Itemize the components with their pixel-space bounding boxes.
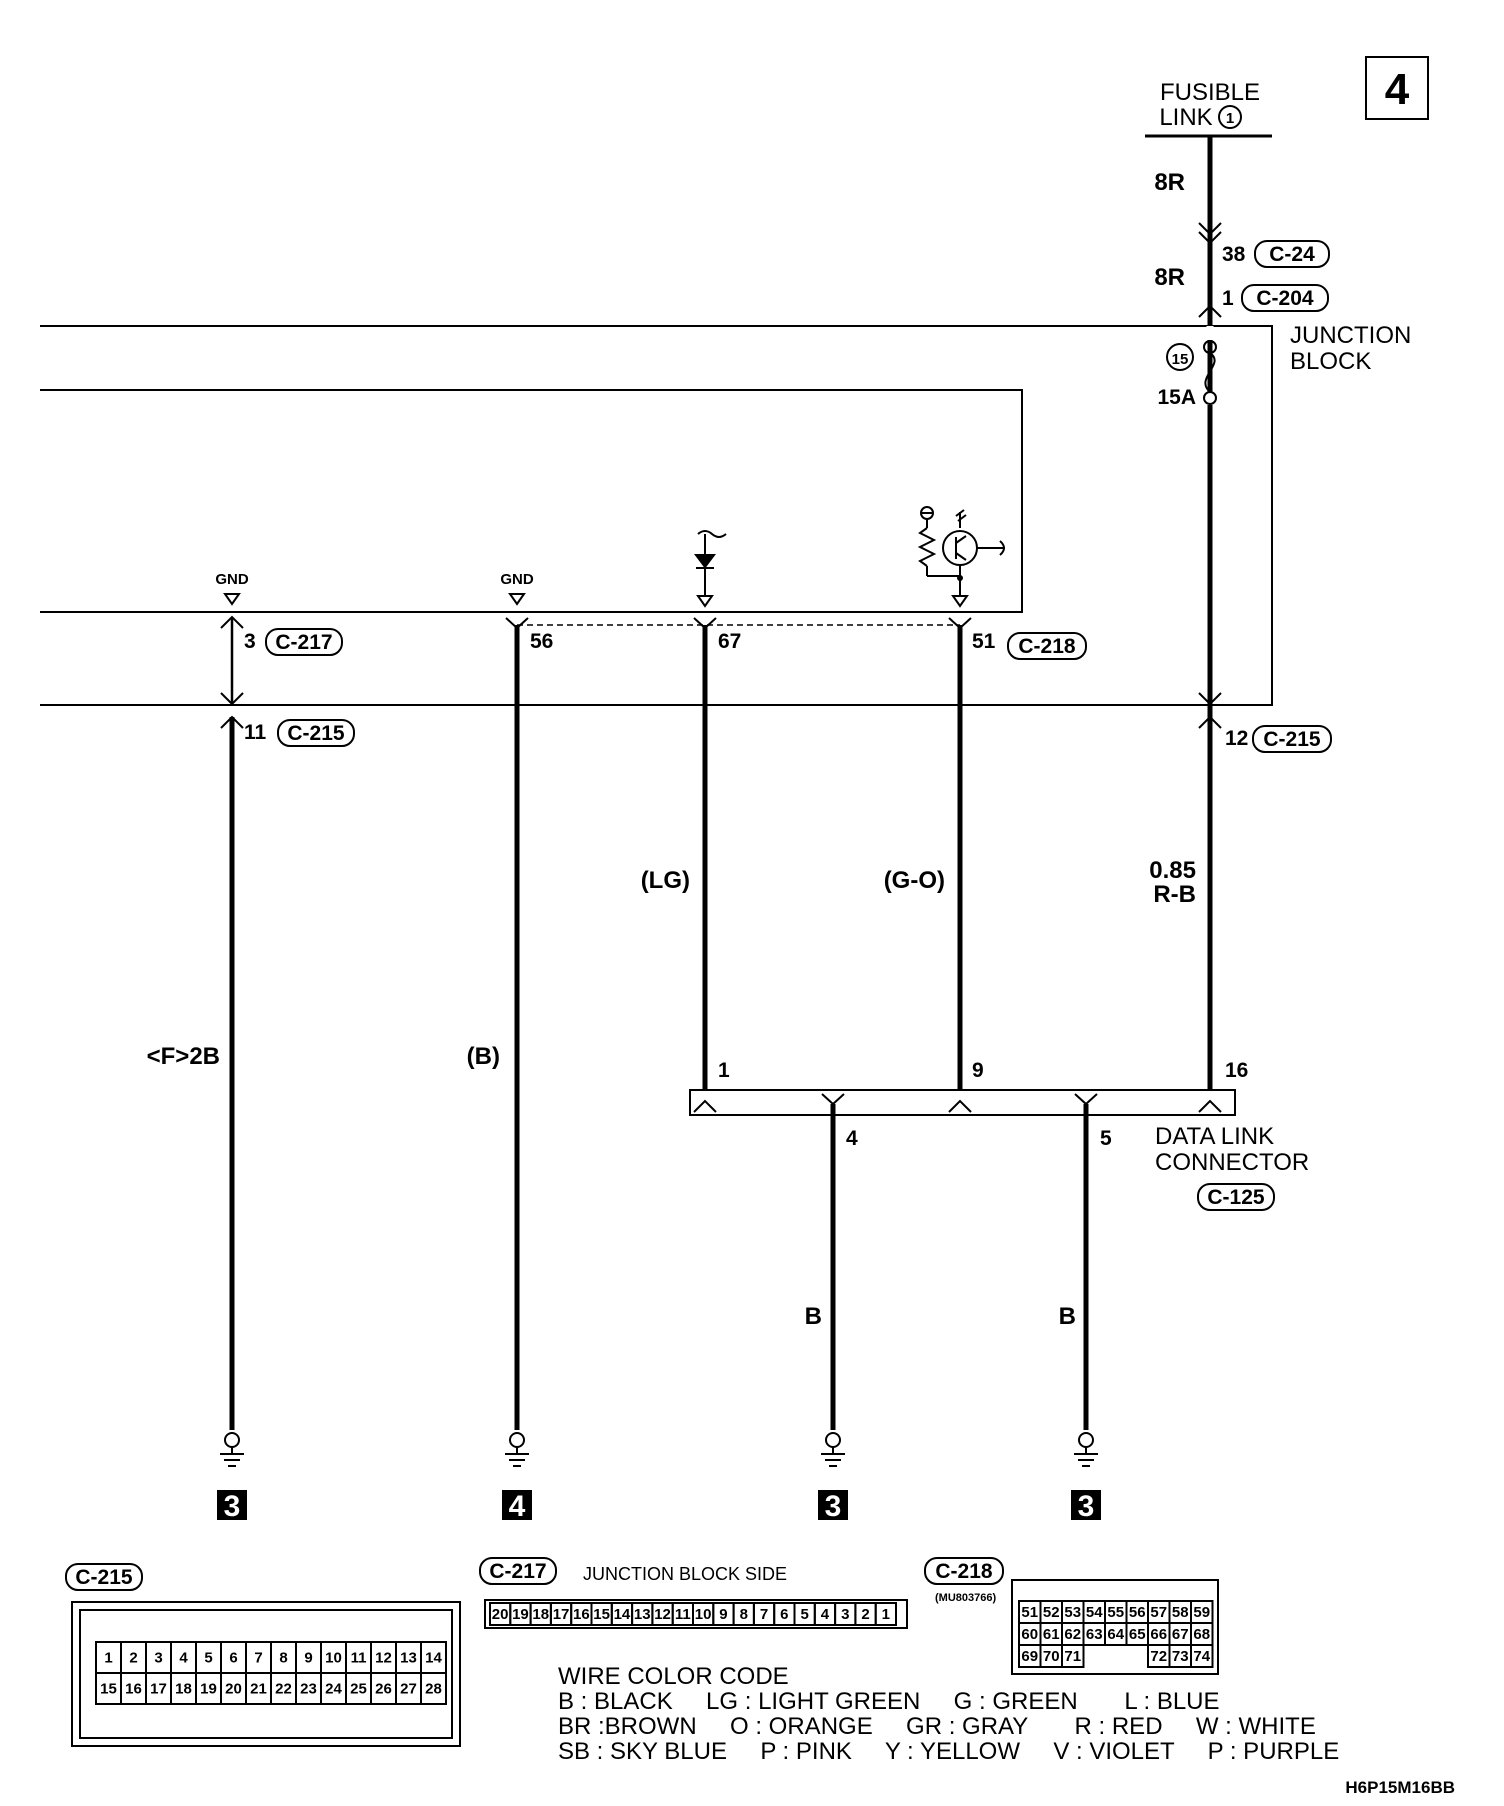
c215-pin-5-label: 5 [204, 1649, 213, 1667]
c217-pin-6-label: 6 [780, 1606, 789, 1623]
c217-pin-11-label: 11 [674, 1606, 691, 1623]
top-wire-conn-upper: C-24 [1269, 243, 1315, 266]
pin12-connector: C-215 [1263, 728, 1321, 751]
c215-pin-11-label: 11 [350, 1649, 367, 1667]
c218-pin-67-label: 67 [1171, 1626, 1189, 1643]
wire-color-code-title: WIRE COLOR CODE [558, 1663, 789, 1690]
wire-ground-b-label: B [1058, 1303, 1076, 1330]
wire-color-code-line1: B : BLACK LG : LIGHT GREEN G : GREEN L : BLUE [558, 1688, 1220, 1715]
top-wire-color-upper: 8R [1154, 169, 1185, 196]
c218-pin-62-label: 62 [1064, 1626, 1082, 1643]
c215-pin-23-label: 23 [300, 1680, 317, 1698]
c215-pin-3-label: 3 [154, 1649, 163, 1667]
c217-pin-3-label: 3 [841, 1606, 850, 1623]
c215-pin-13-label: 13 [400, 1649, 417, 1667]
c217-view-name: C-217 [489, 1560, 547, 1583]
pin12-pin: 12 [1225, 727, 1249, 750]
c218-pin-54-label: 54 [1085, 1604, 1103, 1621]
dlc-pin4-symbol [822, 1094, 844, 1104]
page-number: 4 [1384, 65, 1410, 114]
c217-pin-12-label: 12 [654, 1606, 671, 1623]
pin11-connector: C-215 [287, 722, 345, 745]
ground-1 [217, 1433, 247, 1523]
c215-pin-8-label: 8 [279, 1649, 288, 1667]
dlc-line1: DATA LINK [1155, 1123, 1275, 1150]
dlc-pin1-symbol [694, 1101, 716, 1112]
fuse-number: 15 [1171, 351, 1189, 368]
c217-pin-19-label: 19 [512, 1606, 529, 1623]
dlc-pin-5: 5 [1100, 1127, 1112, 1150]
dlc-pin-4: 4 [846, 1127, 858, 1150]
c218-pin-65-label: 65 [1128, 1626, 1146, 1643]
c218-pin-51-label: 51 [1021, 1604, 1039, 1621]
dlc-connector: C-125 [1207, 1186, 1265, 1209]
diode-symbol [696, 531, 726, 606]
junction-block-line1: JUNCTION [1290, 322, 1412, 349]
c218-pin-61-label: 61 [1042, 1626, 1060, 1643]
c218-pin-68-label: 68 [1193, 1626, 1211, 1643]
c217-pin-9-label: 9 [719, 1606, 728, 1623]
c215-pin-15-label: 15 [100, 1680, 117, 1698]
c217-pin-8-label: 8 [739, 1606, 748, 1623]
c215-pin-28-label: 28 [425, 1680, 442, 1698]
c218-pin-55-label: 55 [1107, 1604, 1125, 1621]
c218-pin-59-label: 59 [1193, 1604, 1211, 1621]
terminal-67-pin: 67 [718, 630, 742, 653]
c215-pin-7-label: 7 [254, 1649, 263, 1667]
c215-pin-9-label: 9 [304, 1649, 313, 1667]
ground-2-ref: 4 [508, 1490, 526, 1523]
c215-pin-21-label: 21 [250, 1680, 267, 1698]
dlc-pin9-symbol [949, 1101, 971, 1112]
c217-pin-17-label: 17 [552, 1606, 570, 1623]
c215-pin-14-label: 14 [425, 1649, 442, 1667]
c218-pin-69-label: 69 [1021, 1648, 1039, 1665]
c218-pin-52-label: 52 [1042, 1604, 1060, 1621]
c215-pin-25-label: 25 [350, 1680, 367, 1698]
wire-ground-a-label: B [804, 1303, 822, 1330]
pin11-pin: 11 [244, 721, 267, 744]
top-wire-color-lower: 8R [1154, 264, 1185, 291]
c218-view-cells [1019, 1601, 1213, 1667]
c217-pin-7-label: 7 [759, 1606, 769, 1623]
fusible-link-line1: FUSIBLE [1159, 79, 1261, 106]
c218-pin-72-label: 72 [1150, 1648, 1168, 1665]
dlc-pin16-symbol [1199, 1101, 1221, 1112]
wire-color-code-line3: SB : SKY BLUE P : PINK Y : YELLOW V : VIOLET P : PURPLE [558, 1738, 1340, 1765]
wire-b-label: (B) [466, 1043, 500, 1070]
top-wire-pin-upper: 38 [1222, 243, 1246, 266]
dlc-pin-9: 9 [972, 1059, 984, 1082]
c217-pin-4-label: 4 [820, 1606, 830, 1623]
ground-1-ref: 3 [223, 1490, 241, 1523]
wire-color-code-line2: BR :BROWN O : ORANGE GR : GRAY R : RED W : WHITE [558, 1713, 1316, 1740]
c217-pin-1-label: 1 [881, 1606, 891, 1623]
c217-pin-18-label: 18 [532, 1606, 550, 1623]
figure-code: H6P15M16BB [1345, 1778, 1455, 1797]
dlc-pin5-symbol [1075, 1094, 1097, 1104]
fuse [1157, 326, 1216, 409]
terminal-51-connector: C-218 [1018, 635, 1076, 658]
c218-pin-74-label: 74 [1193, 1648, 1211, 1665]
ground-4-ref: 3 [1077, 1490, 1095, 1523]
c215-pin-27-label: 27 [400, 1680, 417, 1698]
top-wire-conn-lower: C-204 [1256, 287, 1314, 310]
transistor-pullup-symbol [920, 507, 1005, 606]
ground-3-ref: 3 [824, 1490, 842, 1523]
c218-pin-66-label: 66 [1150, 1626, 1168, 1643]
terminal-3-label: GND [215, 571, 249, 588]
c215-pin-22-label: 22 [275, 1680, 292, 1698]
c215-pin-4-label: 4 [179, 1649, 188, 1667]
c217-view-cells [490, 1603, 896, 1625]
wire-f2b-label: <F>2B [146, 1043, 220, 1070]
wire-lg-label: (LG) [640, 867, 690, 894]
c215-pin-26-label: 26 [375, 1680, 392, 1698]
terminal-51-pin: 51 [972, 630, 996, 653]
c217-pin-16-label: 16 [573, 1606, 590, 1623]
c215-pin-16-label: 16 [125, 1680, 142, 1698]
c217-pin-15-label: 15 [593, 1606, 610, 1623]
c215-pin-12-label: 12 [375, 1649, 392, 1667]
fusible-link [1145, 79, 1272, 136]
c217-pin-5-label: 5 [800, 1606, 809, 1623]
c215-pin-20-label: 20 [225, 1680, 242, 1698]
c218-pin-57-label: 57 [1150, 1604, 1168, 1621]
junction-block-line2: BLOCK [1290, 348, 1372, 375]
gnd-symbol-56 [510, 594, 524, 604]
terminal-56-label: GND [500, 571, 534, 588]
c217-pin-13-label: 13 [633, 1606, 651, 1623]
c215-pin-10-label: 10 [325, 1649, 342, 1667]
c215-view-name: C-215 [75, 1566, 133, 1589]
c218-pin-60-label: 60 [1021, 1626, 1039, 1643]
c218-pin-70-label: 70 [1042, 1648, 1060, 1665]
wire-color-code [558, 1663, 1339, 1765]
c215-pin-17-label: 17 [150, 1680, 167, 1698]
terminal-3-connector: C-217 [275, 631, 333, 654]
c217-pin-10-label: 10 [694, 1606, 712, 1623]
c215-pin-24-label: 24 [325, 1680, 342, 1698]
c217-pin-2-label: 2 [861, 1606, 870, 1623]
c215-pin-19-label: 19 [200, 1680, 217, 1698]
c218-pin-63-label: 63 [1085, 1626, 1103, 1643]
c215-view-cells [96, 1642, 446, 1704]
wire-rb-size: 0.85 [1149, 857, 1196, 884]
ground-2 [502, 1433, 532, 1523]
dlc-pin-1: 1 [718, 1059, 730, 1082]
c218-pin-64-label: 64 [1107, 1626, 1125, 1643]
dlc-pin-16: 16 [1225, 1059, 1249, 1082]
wire-go-label: (G-O) [883, 867, 945, 894]
fusible-link-line2: LINK [1159, 104, 1213, 131]
c217-pin-14-label: 14 [613, 1606, 631, 1623]
terminal-3-pin: 3 [244, 630, 256, 653]
c218-pin-58-label: 58 [1171, 1604, 1189, 1621]
c218-pin-73-label: 73 [1171, 1648, 1189, 1665]
c217-pin-20-label: 20 [491, 1606, 509, 1623]
c215-pin-2-label: 2 [129, 1649, 138, 1667]
terminal-56-pin: 56 [530, 630, 554, 653]
top-wire-pin-lower: 1 [1222, 287, 1234, 310]
gnd-symbol-3 [225, 594, 239, 604]
c218-view-part: (MU803766) [935, 1592, 997, 1604]
c215-pin-6-label: 6 [229, 1649, 238, 1667]
fuse-rating: 15A [1157, 386, 1196, 409]
c218-pin-53-label: 53 [1064, 1604, 1082, 1621]
dlc-line2: CONNECTOR [1155, 1149, 1310, 1176]
wire-rb-color: R-B [1153, 881, 1196, 908]
c217-view-title: JUNCTION BLOCK SIDE [583, 1564, 788, 1584]
fusible-link-number: 1 [1225, 110, 1235, 127]
c218-pin-71-label: 71 [1064, 1648, 1082, 1665]
c215-pin-18-label: 18 [175, 1680, 192, 1698]
ground-4 [1071, 1433, 1101, 1523]
c218-view-name: C-218 [935, 1560, 993, 1583]
junction-block-outline [40, 326, 1272, 705]
c218-pin-56-label: 56 [1128, 1604, 1146, 1621]
ground-3 [818, 1433, 848, 1523]
c215-pin-1-label: 1 [104, 1649, 113, 1667]
